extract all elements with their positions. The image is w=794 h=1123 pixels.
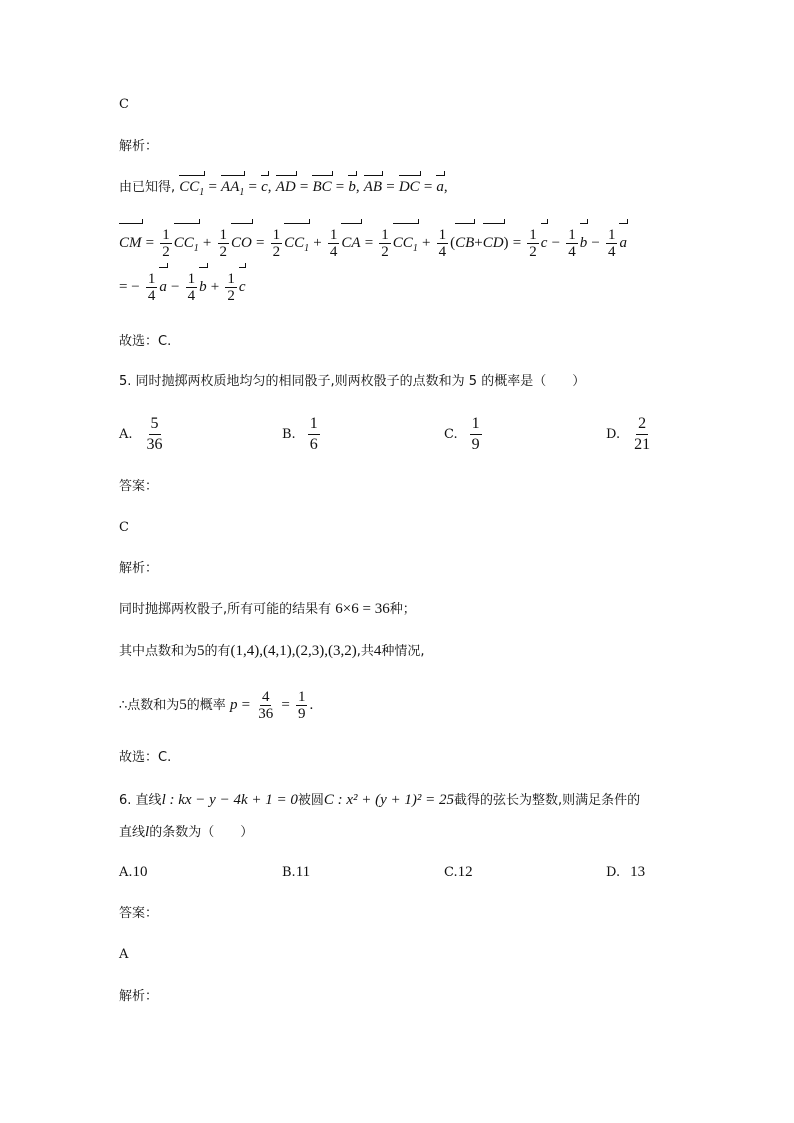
vec-a: a xyxy=(159,270,167,304)
option-fraction: $\frac{5}{36}$ xyxy=(146,415,163,453)
text: 直线 xyxy=(119,825,146,840)
q6-answer-label: 答案： xyxy=(119,906,159,921)
q5-answer: C xyxy=(119,520,129,535)
vec-aa1: $AA_1$ xyxy=(221,178,244,202)
q5-analysis-line1 xyxy=(119,600,416,619)
vec-a: a xyxy=(619,226,627,260)
vec-ad: AD xyxy=(275,179,296,195)
q5-analysis-line3: ∴点数和为5的概率 p = $\frac{4}{36}$ = $\frac{1}{9}$ . xyxy=(119,689,314,722)
frac-quarter: $\frac{1}{4}$ xyxy=(329,227,338,260)
q5-stem xyxy=(119,373,585,391)
text: 种； xyxy=(389,602,416,617)
frac-half: $\frac{1}{2}$ xyxy=(529,227,537,260)
vec-a: a xyxy=(436,179,444,195)
q6-option-b[interactable] xyxy=(282,864,310,881)
text: 的概率 xyxy=(186,698,226,713)
math: 5 xyxy=(197,643,205,659)
q5-option-d[interactable] xyxy=(606,414,654,455)
vec-cc1: $CC_1$ xyxy=(284,226,309,266)
vec-cc1: $CC_1$ xyxy=(393,226,418,266)
vec-cb: CB xyxy=(455,226,474,260)
q4-answer: C xyxy=(119,97,129,112)
option-fraction: $\frac{2}{21}$ xyxy=(634,415,651,453)
q6-option-d[interactable] xyxy=(606,864,645,881)
q5-stem-text: 同时抛掷两枚质地均匀的相同骰子,则两枚骰子的点数和为 5 的概率是（ ） xyxy=(135,374,586,389)
math: (1,4),(4,1),(2,3),(3,2) xyxy=(230,643,357,659)
q5-number: 5. xyxy=(119,374,132,389)
fraction: $\frac{4}{36}$ xyxy=(258,689,274,722)
option-label: D. xyxy=(606,427,621,442)
math: C : x² + (y + 1)² = 25 xyxy=(323,792,455,808)
text: ,共 xyxy=(356,644,374,659)
frac-half: $\frac{1}{2}$ xyxy=(162,227,170,260)
option-label: D. xyxy=(606,865,621,880)
vec-ca: CA xyxy=(341,226,360,260)
text: ∴点数和为 xyxy=(119,698,180,713)
q6-option-a[interactable] xyxy=(119,864,148,881)
frac-half: $\frac{1}{2}$ xyxy=(227,271,235,304)
vec-b: b xyxy=(199,270,207,304)
frac-quarter: $\frac{1}{4}$ xyxy=(187,271,196,304)
q6-answer: A xyxy=(119,947,129,962)
q5-option-a[interactable] xyxy=(119,414,167,455)
math: l xyxy=(145,824,150,840)
text: 其中点数和为 xyxy=(119,644,198,659)
vec-cm: CM xyxy=(119,226,142,260)
math: l : kx − y − 4k + 1 = 0 xyxy=(161,792,298,808)
vec-b: b xyxy=(348,179,356,195)
vec-dc: DC xyxy=(398,179,420,195)
q5-analysis-label: 解析： xyxy=(119,561,159,576)
q5-option-b[interactable] xyxy=(282,414,322,455)
vec-c: c xyxy=(261,179,268,195)
math: 4 xyxy=(373,643,382,659)
vec-c: c xyxy=(239,270,246,304)
fraction: $\frac{1}{9}$ xyxy=(297,689,306,722)
q4-cm-line1: CM = $\frac{1}{2}$ $CC_1$ + $\frac{1}{2}$ CO = $\frac{1}{2}$ $CC_1$ + $\frac{1}{4}$ CA = $\frac{1}{2}$ $CC_1$ + $\frac{1}{4}$ (CB+CD) = $\frac{1}{2}$ c − $\frac{1}{4}$ b − $\frac{1}{4}$ a xyxy=(119,226,627,266)
frac-quarter: $\frac{1}{4}$ xyxy=(568,227,576,260)
q5-conclusion: 故选：C. xyxy=(119,750,172,765)
option-value: 10 xyxy=(132,864,148,880)
frac-quarter: $\frac{1}{4}$ xyxy=(438,227,447,260)
option-value: 11 xyxy=(295,864,311,880)
q4-known-prefix: 由已知得, xyxy=(119,180,176,195)
q6-stem-line2 xyxy=(119,823,253,842)
frac-quarter: $\frac{1}{4}$ xyxy=(147,271,156,304)
q4-conclusion: 故选：C. xyxy=(119,334,172,349)
vec-bc: BC xyxy=(312,179,332,195)
q5-option-c[interactable] xyxy=(444,414,484,455)
q4-cm-line2: = − $\frac{1}{4}$ a − $\frac{1}{4}$ b + $\frac{1}{2}$ c xyxy=(119,271,246,304)
q5-answer-label: 答案： xyxy=(119,479,159,494)
option-label: B. xyxy=(282,427,296,442)
frac-quarter: $\frac{1}{4}$ xyxy=(607,227,616,260)
frac-half: $\frac{1}{2}$ xyxy=(381,227,389,260)
vec-ab: AB xyxy=(363,179,383,195)
frac-half: $\frac{1}{2}$ xyxy=(219,227,228,260)
q6-analysis-label: 解析： xyxy=(119,989,159,1004)
q6-number: 6. xyxy=(119,793,132,808)
text: 被圆 xyxy=(297,793,324,808)
option-fraction: $\frac{1}{6}$ xyxy=(309,415,318,453)
q4-analysis-label: 解析： xyxy=(119,139,159,154)
text: 同时抛掷两枚骰子,所有可能的结果有 xyxy=(119,602,332,617)
q6-option-c[interactable] xyxy=(444,864,473,881)
text: 截得的弦长为整数,则满足条件的 xyxy=(454,793,641,808)
option-label: B. xyxy=(282,865,296,880)
q6-stem-line1 xyxy=(119,791,640,810)
math: p xyxy=(229,697,238,713)
text: 的有 xyxy=(204,644,231,659)
option-label: A. xyxy=(119,427,133,442)
frac-half: $\frac{1}{2}$ xyxy=(272,227,281,260)
option-value: 13 xyxy=(630,864,646,880)
text: 种情况, xyxy=(381,644,425,659)
option-value: 12 xyxy=(457,864,473,880)
q5-analysis-line2 xyxy=(119,642,425,661)
text: 直线 xyxy=(135,793,162,808)
vec-co: CO xyxy=(231,226,252,260)
math: 5 xyxy=(179,697,187,713)
vec-cc1: $CC_1$ xyxy=(174,226,199,266)
q4-known-line: 由已知得, $CC_1 = AA_1 = c$, AD = BC = b, AB = DC = a, xyxy=(119,178,448,202)
vec-c: c xyxy=(541,226,548,260)
vec-b: b xyxy=(580,226,588,260)
vec-cd: CD xyxy=(483,226,504,260)
vec-cc1: $CC_1$ xyxy=(179,178,204,202)
math: 6×6 = 36 xyxy=(335,601,390,617)
option-label: C. xyxy=(444,865,458,880)
option-fraction: $\frac{1}{9}$ xyxy=(471,415,480,453)
option-label: C. xyxy=(444,427,458,442)
option-label: A. xyxy=(119,865,133,880)
text: 的条数为（ ） xyxy=(149,825,254,840)
